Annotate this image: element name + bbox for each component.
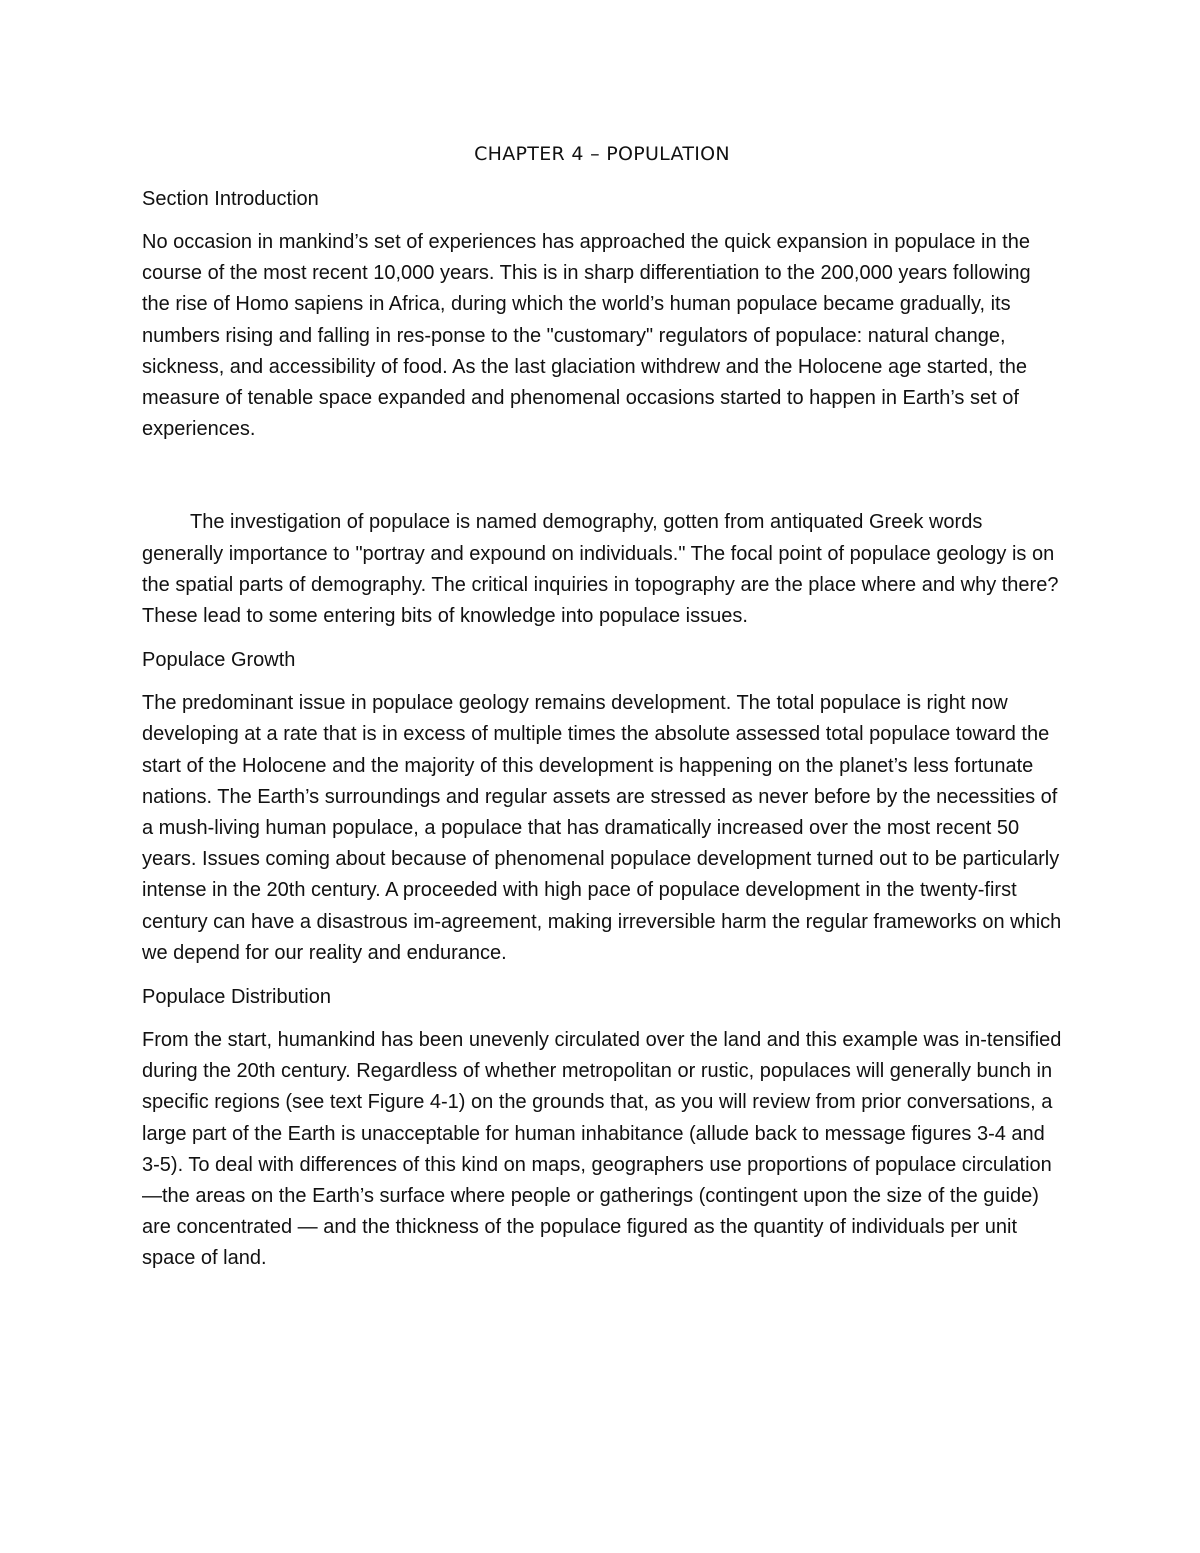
section-heading-introduction: Section Introduction (142, 188, 319, 210)
paragraph-spacer (142, 459, 1062, 507)
paragraph-introduction-1: No occasion in mankind’s set of experiences has approached the quick expansion in populace in the course of the most recent 10,000 years. This is in sharp differentiation to the 200,000 years following the rise of Homo sapiens in Africa, during which the world’s human populace became gradually, its numbers rising and falling in res-ponse to the "customary" regulators of populace: natural change, sickness, and accessibility of food. As the last glaciation withdrew and the Holocene age started, the measure of tenable space expanded and phenomenal occasions started to happen in Earth’s set of experiences. (142, 231, 1031, 441)
section-heading-distribution: Populace Distribution (142, 986, 331, 1009)
chapter-title: CHAPTER 4 – POPULATION (474, 143, 730, 165)
paragraph-introduction-2: The investigation of populace is named demography, gotten from antiquated Greek words generally importance to "portray and expound on individuals." The focal point of populace geology is on the spatial parts of demography. The critical inquiries in topography are the place where and why there? These lead to some entering bits of knowledge into populace issues. (142, 511, 1059, 628)
paragraph-distribution: From the start, humankind has been unevenly circulated over the land and this example was in-tensified during the 20th century. Regardless of whether metropolitan or rustic, populaces will generally bunch in specific regions (see text Figure 4-1) on the grounds that, as you will review from prior conversations, a large part of the Earth is unacceptable for human inhabitance (allude back to message figures 3-4 and 3-5). To deal with differences of this kind on maps, geographers use proportions of populace circulation—the areas on the Earth’s surface where people or gatherings (contingent upon the size of the guide) are concentrated — and the thickness of the populace figured as the quantity of individuals per unit space of land. (142, 1029, 1062, 1270)
section-heading-growth: Populace Growth (142, 649, 296, 672)
document-page (142, 140, 1062, 1289)
paragraph-growth: The predominant issue in populace geology remains development. The total populace is right now developing at a rate that is in excess of multiple times the absolute assessed total populace toward the start of the Holocene and the majority of this development is happening on the planet’s less fortunate nations. The Earth’s surroundings and regular assets are stressed as never before by the necessities of a mush-living human populace, a populace that has dramatically increased over the most recent 50 years. Issues coming about because of phenomenal populace development turned out to be particularly intense in the 20th century. A proceeded with high pace of populace development in the twenty-first century can have a disastrous im-agreement, making irreversible harm the regular frameworks on which we depend for our reality and endurance. (142, 692, 1062, 964)
